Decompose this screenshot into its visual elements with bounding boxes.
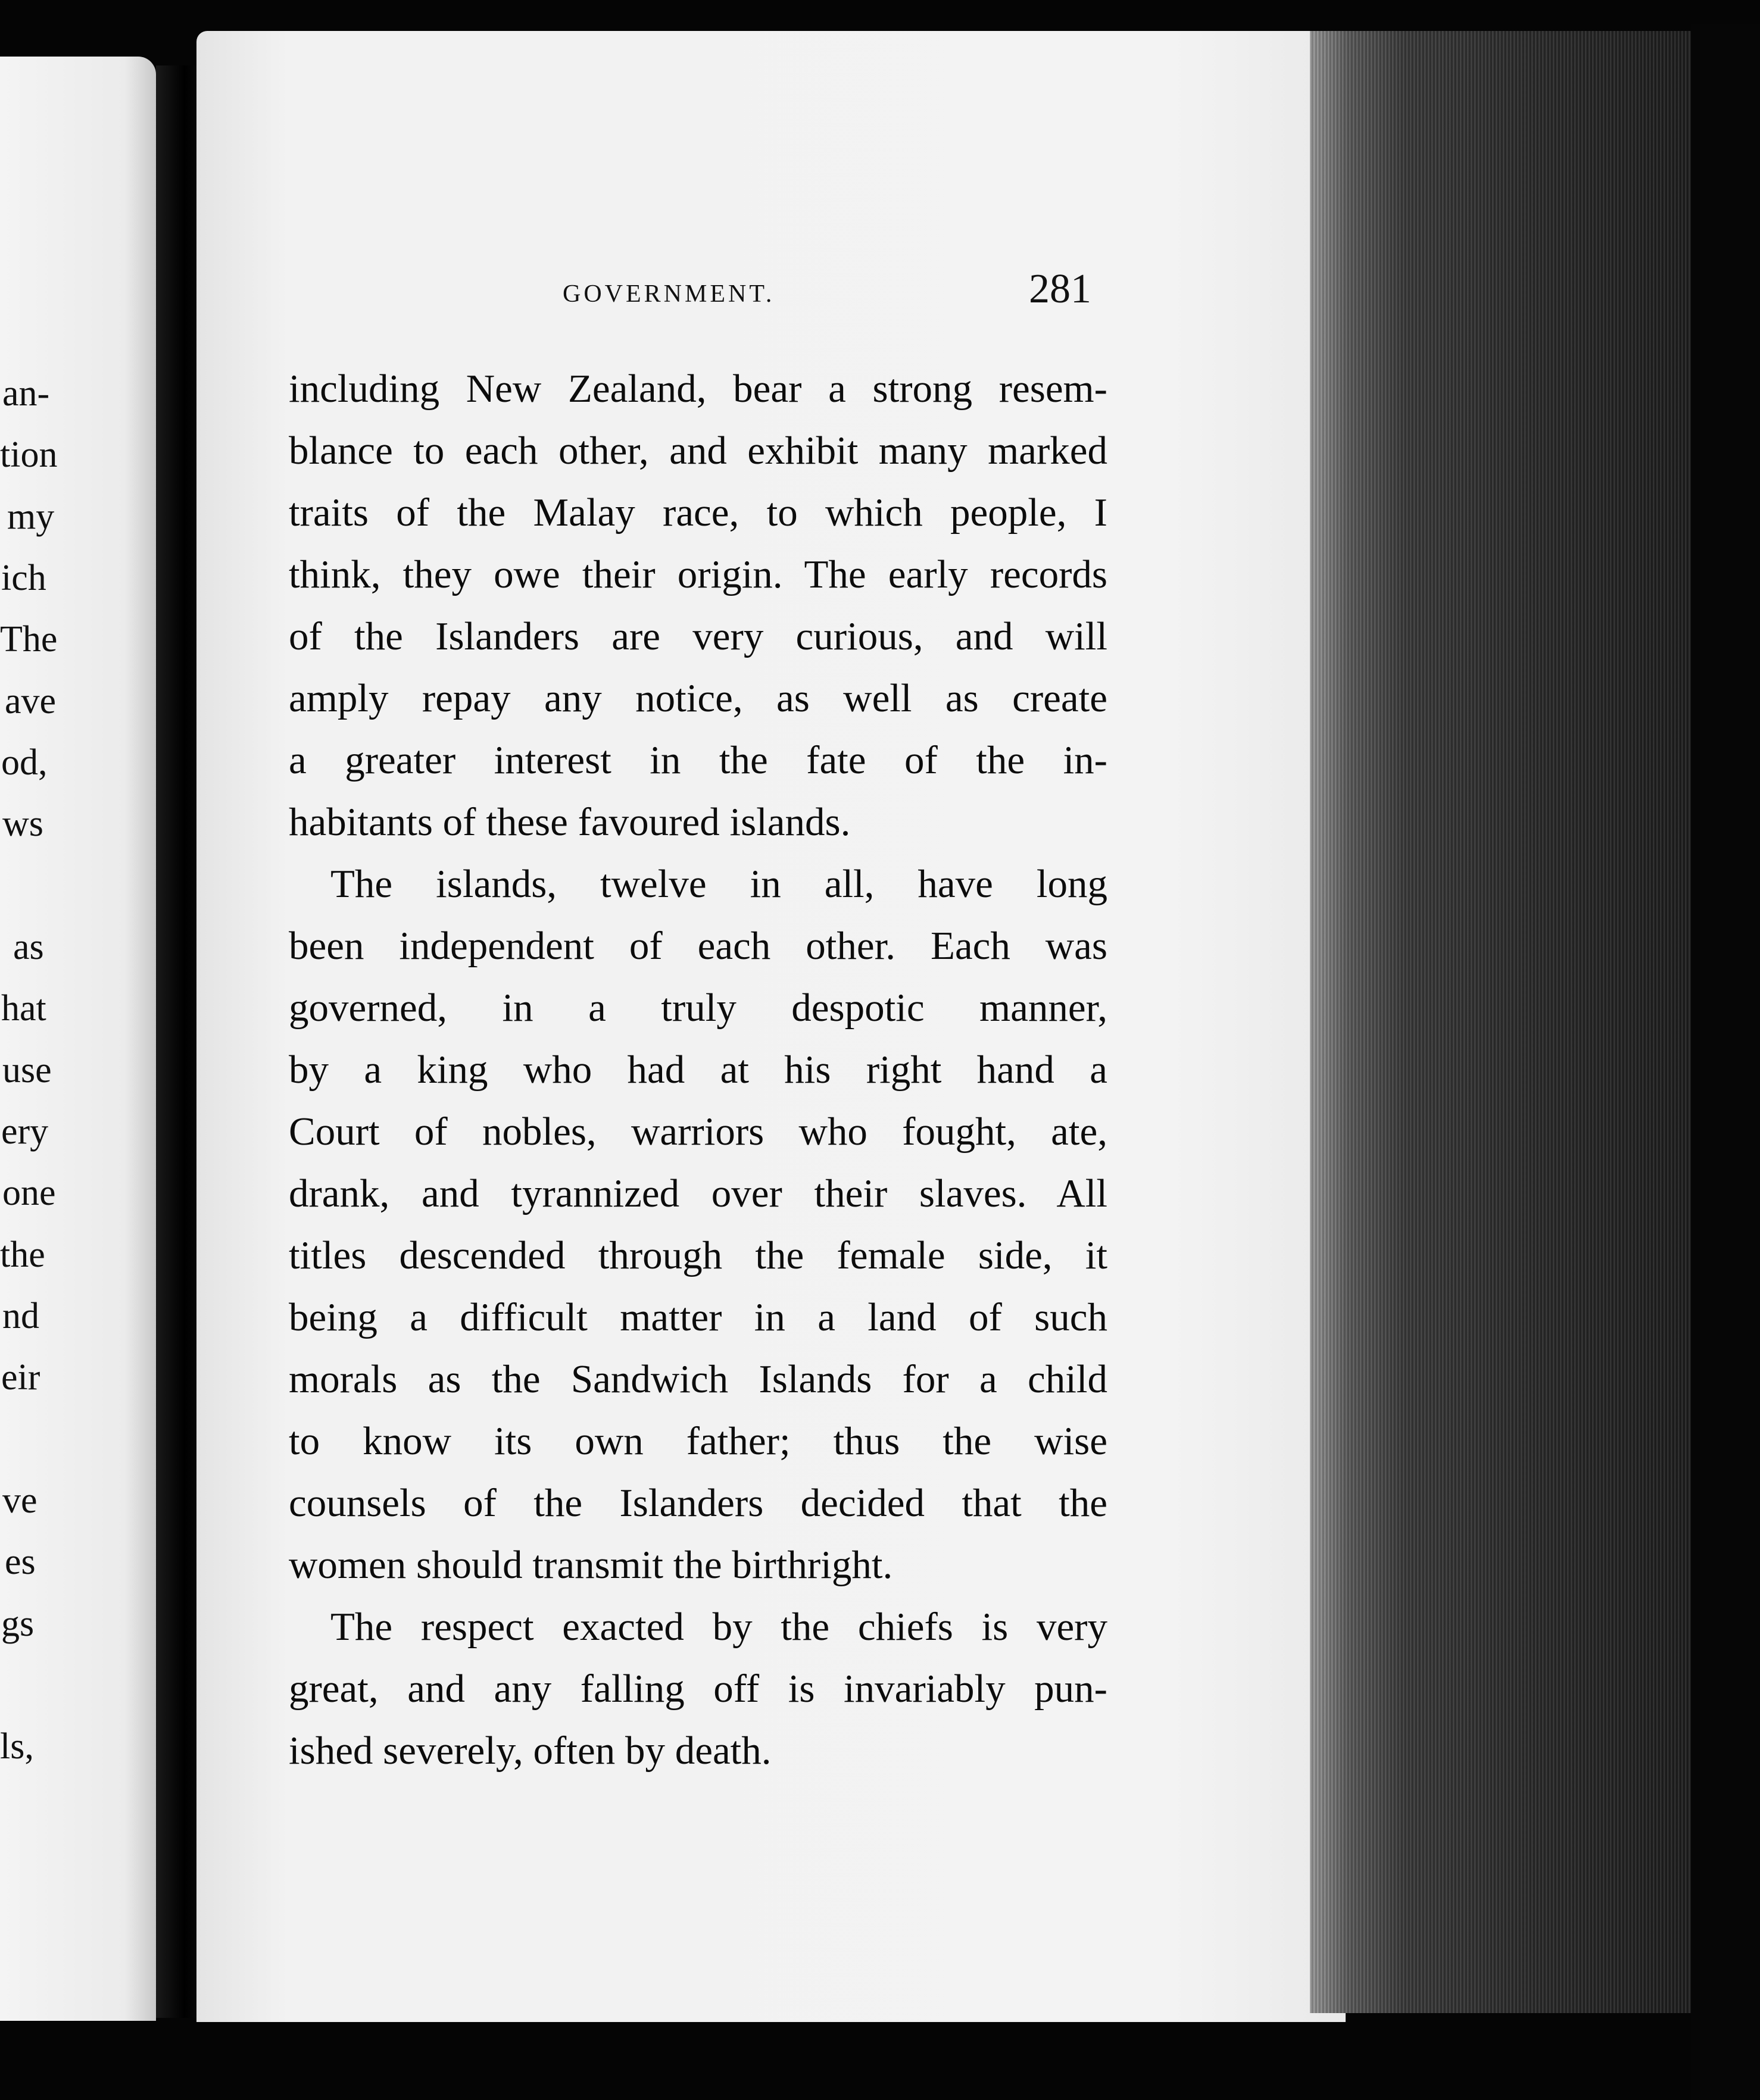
left-page-fragment: as bbox=[13, 927, 44, 967]
left-page bbox=[0, 57, 156, 2021]
left-page-fragment: tion bbox=[0, 435, 58, 475]
text-line: including New Zealand, bear a strong resem- bbox=[289, 367, 1107, 411]
left-page-fragment: an- bbox=[2, 373, 50, 414]
text-line: morals as the Sandwich Islands for a child bbox=[289, 1357, 1107, 1401]
text-line: to know its own father; thus the wise bbox=[289, 1419, 1107, 1463]
text-line: The islands, twelve in all, have long bbox=[330, 862, 1107, 906]
text-line: habitants of these favoured islands. bbox=[289, 800, 851, 844]
left-page-fragment: the bbox=[0, 1235, 45, 1275]
left-page-fragment: ave bbox=[5, 681, 57, 721]
text-line: great, and any falling off is invariably pun- bbox=[289, 1667, 1107, 1711]
text-line: been independent of each other. Each was bbox=[289, 924, 1107, 968]
page-number: 281 bbox=[1029, 266, 1091, 312]
left-page-fragment: ws bbox=[2, 804, 43, 844]
left-page-fragment: ery bbox=[1, 1111, 49, 1152]
left-page-fragment: use bbox=[2, 1050, 52, 1090]
text-line: being a difficult matter in a land of such bbox=[289, 1295, 1107, 1339]
text-line: governed, in a truly despotic manner, bbox=[289, 986, 1107, 1030]
left-page-fragment: ve bbox=[2, 1480, 38, 1521]
text-line: think, they owe their origin. The early records bbox=[289, 552, 1107, 596]
left-page-fragment: nd bbox=[2, 1296, 39, 1336]
text-line: blance to each other, and exhibit many marked bbox=[289, 429, 1107, 473]
text-line: traits of the Malay race, to which people, I bbox=[289, 490, 1107, 535]
left-page-fragment: es bbox=[5, 1542, 36, 1582]
background-shadow bbox=[1691, 24, 1760, 2100]
text-line: ished severely, often by death. bbox=[289, 1729, 772, 1773]
text-line: women should transmit the birthright. bbox=[289, 1543, 893, 1587]
left-page-fragment: one bbox=[2, 1173, 56, 1213]
text-line: drank, and tyrannized over their slaves. All bbox=[289, 1171, 1107, 1215]
left-page-fragment: eir bbox=[1, 1357, 40, 1398]
left-page-fragment: The bbox=[0, 619, 58, 660]
left-page-fragment: hat bbox=[1, 988, 46, 1029]
text-line: Court of nobles, warriors who fought, ate, bbox=[289, 1110, 1107, 1154]
text-line: amply repay any notice, as well as create bbox=[289, 676, 1107, 720]
text-line: a greater interest in the fate of the in- bbox=[289, 738, 1107, 782]
left-page-fragment: my bbox=[7, 496, 55, 537]
text-line: titles descended through the female side, it bbox=[289, 1233, 1107, 1277]
left-page-fragment: gs bbox=[1, 1604, 35, 1644]
text-line: counsels of the Islanders decided that the bbox=[289, 1481, 1107, 1525]
text-line: by a king who had at his right hand a bbox=[289, 1048, 1107, 1092]
text-line: of the Islanders are very curious, and will bbox=[289, 614, 1107, 658]
page-edges bbox=[1310, 31, 1691, 2013]
text-line: The respect exacted by the chiefs is very bbox=[330, 1605, 1107, 1649]
left-page-fragment: od, bbox=[1, 742, 48, 783]
left-page-fragment: ls, bbox=[0, 1726, 34, 1767]
left-page-fragment: ich bbox=[1, 558, 46, 598]
running-head: GOVERNMENT. bbox=[563, 280, 775, 308]
